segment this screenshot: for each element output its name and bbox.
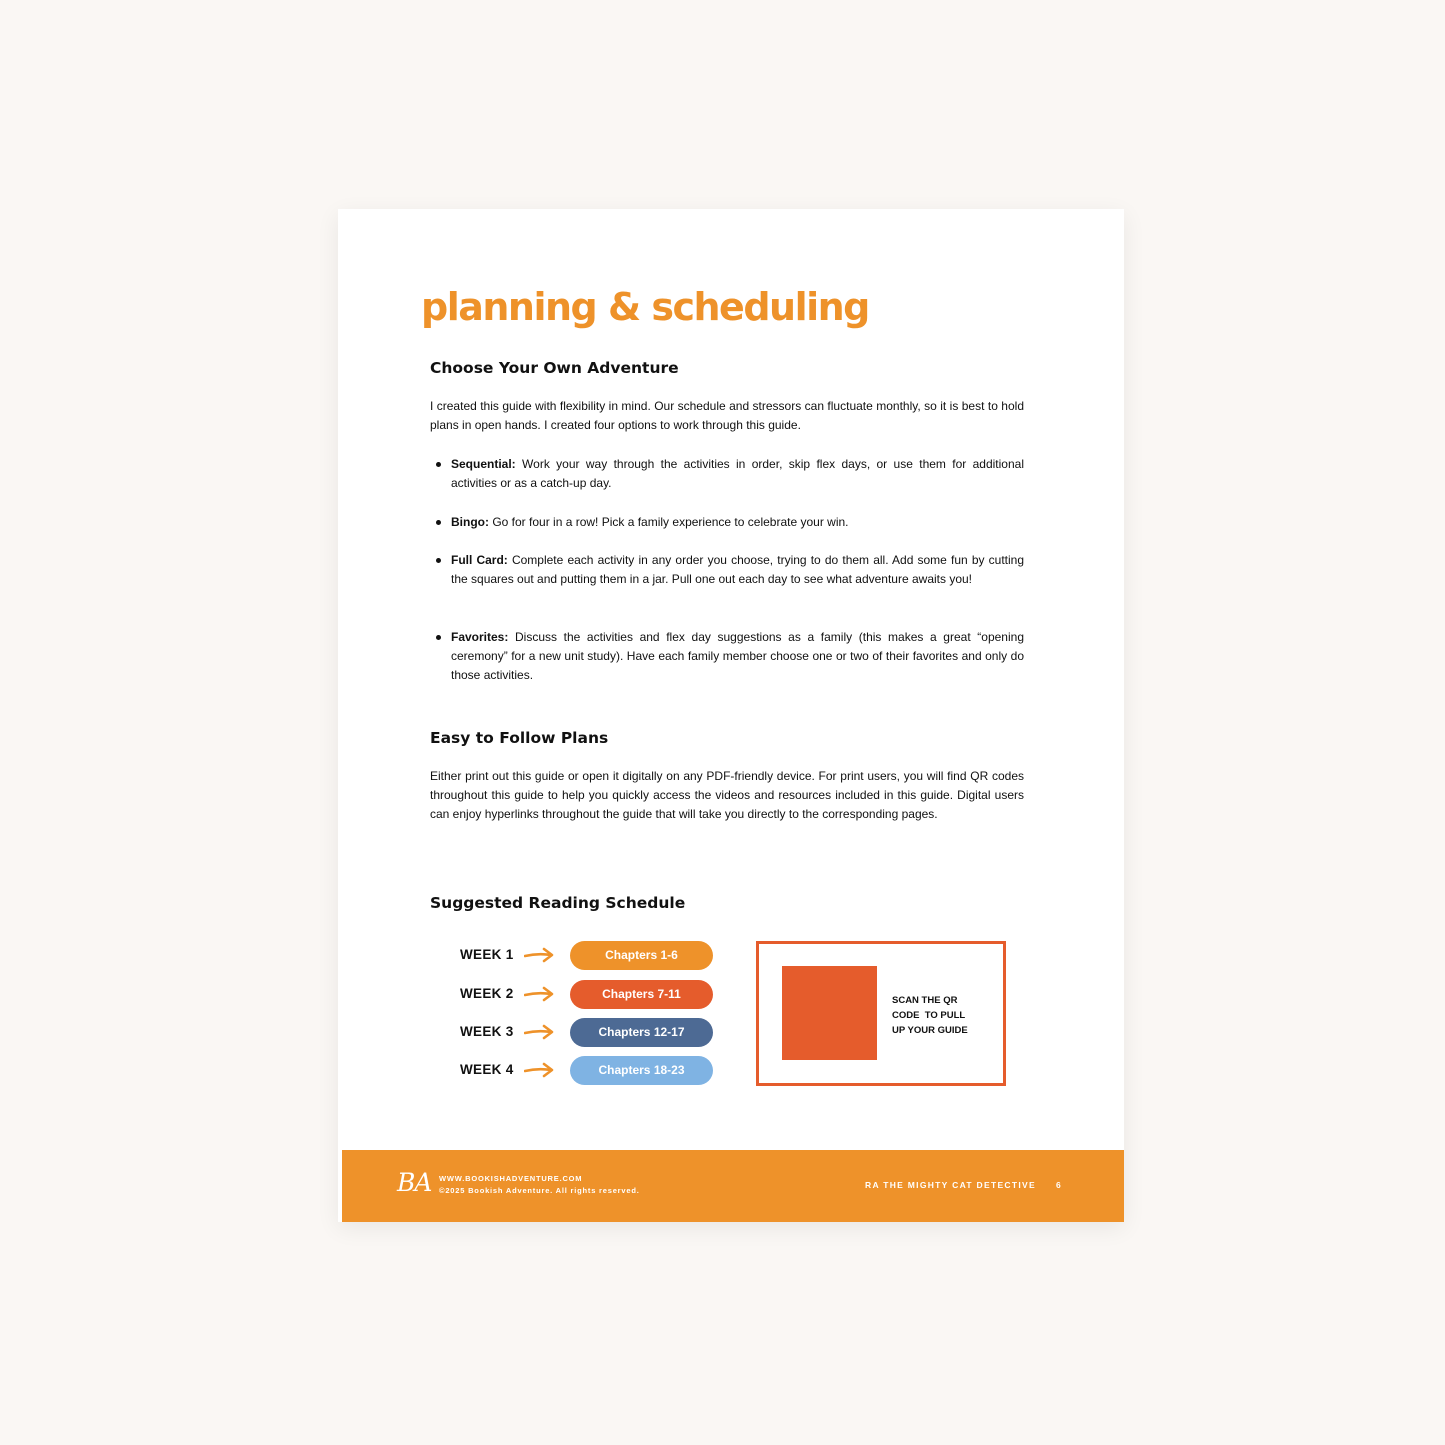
bullet-text: Work your way through the activities in order, skip flex days, or use them for additional activities or as a catch-up day. <box>451 457 1024 491</box>
bullet-text: Discuss the activities and flex day suggestions as a family (this makes a great “opening ceremony” for a new unit study). Have each family member choose one or two of their favorites and only do those activities. <box>451 630 1024 683</box>
list-item <box>451 628 1024 686</box>
week-label: WEEK 3 <box>460 1024 514 1039</box>
week-label: WEEK 2 <box>460 986 514 1001</box>
qr-instructions <box>892 993 992 1038</box>
week-label: WEEK 1 <box>460 947 514 962</box>
bullet-label: Full Card: <box>451 553 508 567</box>
bullet-text: Go for four in a row! Pick a family experience to celebrate your win. <box>489 515 849 529</box>
document-page <box>338 209 1124 1222</box>
arrow-right-icon <box>524 986 554 1002</box>
page-title: planning & scheduling <box>421 285 869 329</box>
section-heading-adventure: Choose Your Own Adventure <box>430 359 679 377</box>
week-label: WEEK 4 <box>460 1062 514 1077</box>
chapters-pill: Chapters 12-17 <box>570 1018 713 1047</box>
list-item <box>451 513 1024 532</box>
schedule-row-week-1 <box>460 941 720 970</box>
website-link[interactable]: WWW.BOOKISHADVENTURE.COM <box>439 1174 583 1183</box>
bullet-label: Bingo: <box>451 515 489 529</box>
qr-callout <box>756 941 1006 1086</box>
page-footer <box>342 1150 1124 1222</box>
section-heading-plans: Easy to Follow Plans <box>430 729 609 747</box>
arrow-right-icon <box>524 1062 554 1078</box>
qr-line: CODE TO PULL <box>892 1010 966 1021</box>
list-item <box>451 551 1024 589</box>
page-number: 6 <box>1056 1180 1061 1190</box>
chapters-pill: Chapters 1-6 <box>570 941 713 970</box>
bullet-label: Sequential: <box>451 457 516 471</box>
qr-line: UP YOUR GUIDE <box>892 1025 968 1036</box>
brand-logo: BA <box>397 1168 432 1197</box>
qr-line: SCAN THE QR <box>892 995 958 1006</box>
arrow-right-icon <box>524 1024 554 1040</box>
qr-code[interactable] <box>782 966 877 1060</box>
bullet-text: Complete each activity in any order you choose, trying to do them all. Add some fun by cutting the squares out and putting them in a jar. Pull one out each day to see what adventure awaits you! <box>451 553 1024 587</box>
chapters-pill: Chapters 7-11 <box>570 980 713 1009</box>
adventure-intro: I created this guide with flexibility in mind. Our schedule and stressors can fluctuate monthly, so it is best to hold plans in open hands. I created four options to work through this guide. <box>430 399 1024 433</box>
schedule-row-week-2 <box>460 980 720 1009</box>
schedule-row-week-4 <box>460 1056 720 1085</box>
plans-body: Either print out this guide or open it digitally on any PDF-friendly device. For print users, you will find QR codes throughout this guide to help you quickly access the videos and resources included in this guide. Digital users can enjoy hyperlinks throughout the guide that will take you directly to the corresponding pages. <box>430 769 1024 822</box>
schedule-row-week-3 <box>460 1018 720 1047</box>
copyright-text: ©2025 Bookish Adventure. All rights reserved. <box>439 1186 640 1195</box>
chapters-pill: Chapters 18-23 <box>570 1056 713 1085</box>
arrow-right-icon <box>524 947 554 963</box>
list-item <box>451 455 1024 493</box>
bullet-label: Favorites: <box>451 630 509 644</box>
section-heading-schedule: Suggested Reading Schedule <box>430 894 686 912</box>
book-title: RA THE MIGHTY CAT DETECTIVE <box>865 1180 1036 1190</box>
